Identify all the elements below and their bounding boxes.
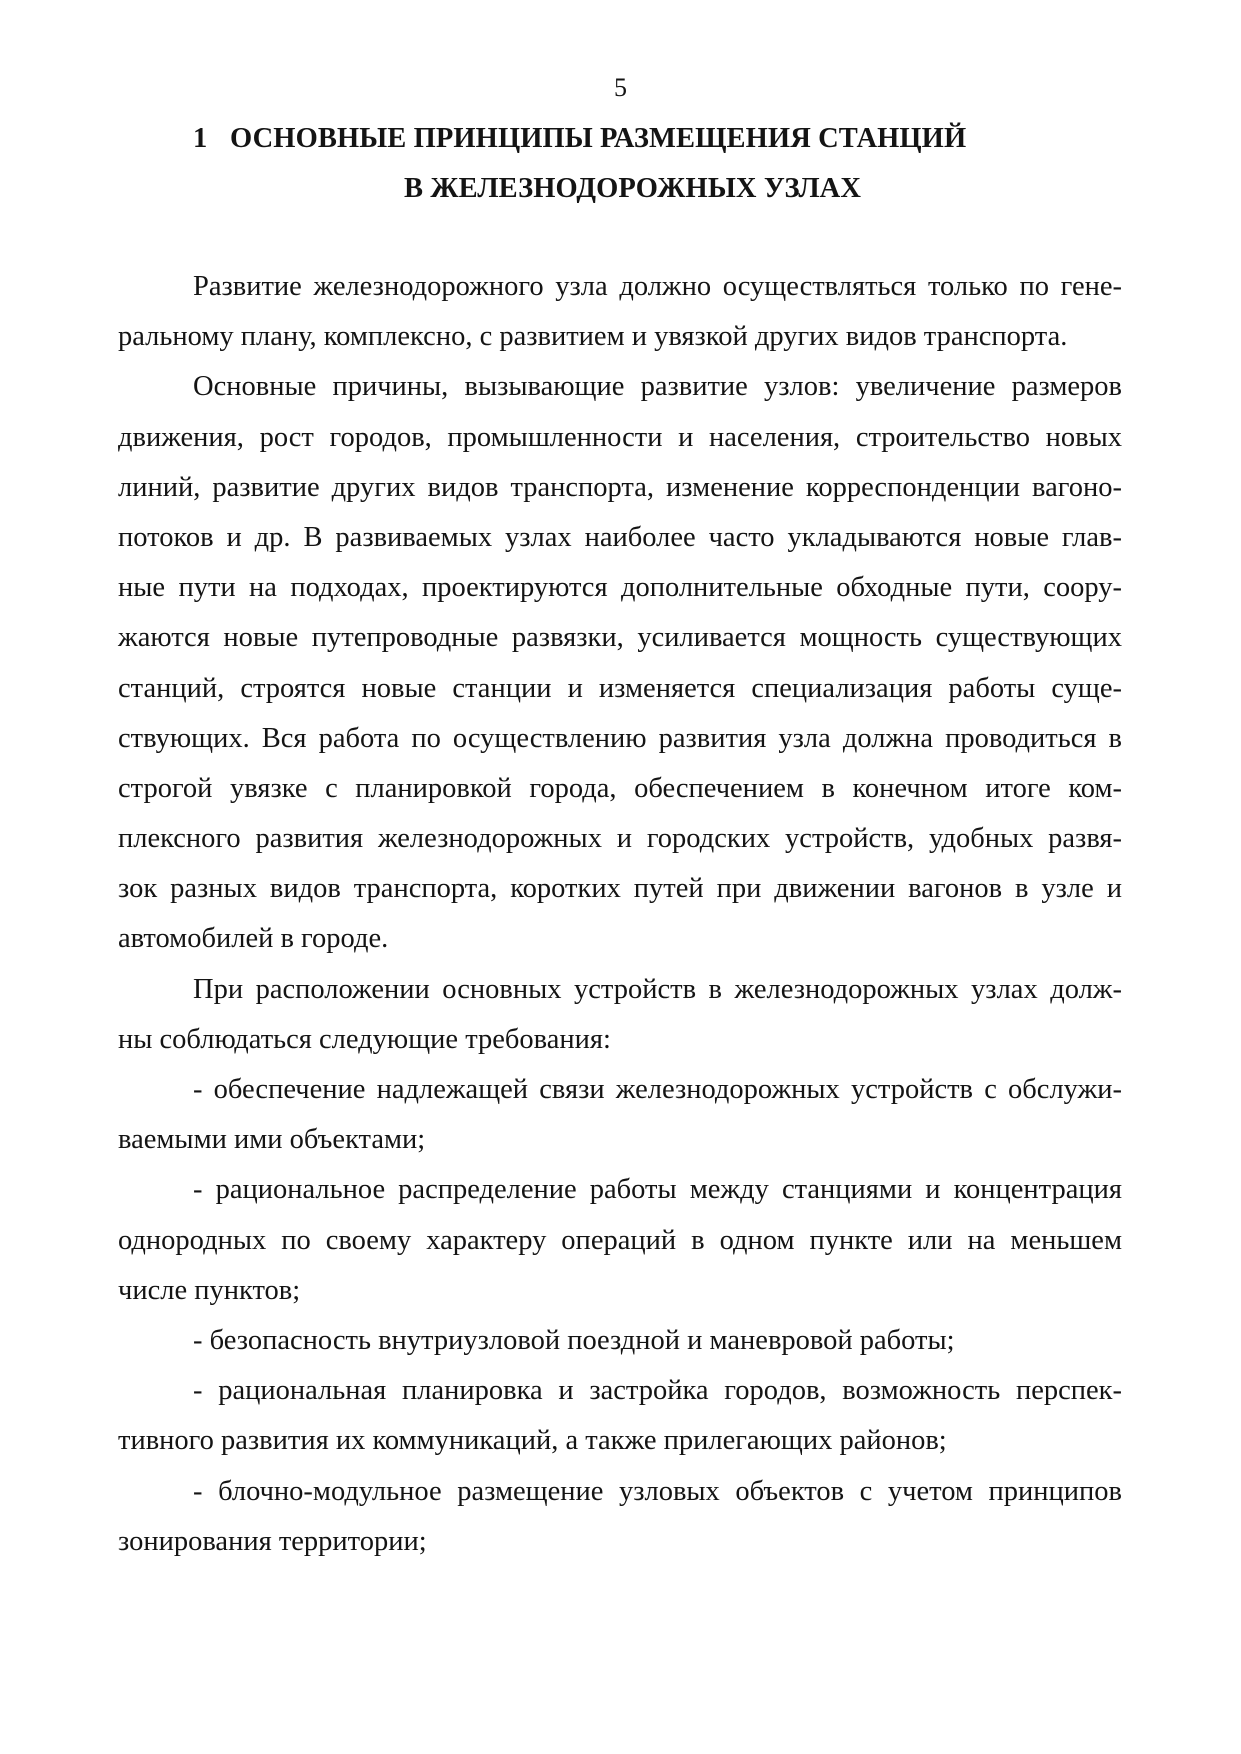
text-line: линий, развитие других видов транспорта, изменение корреспонденции вагоно- (118, 471, 1122, 503)
text-line: однородных по своему характеру операций в одном пункте или на меньшем (118, 1224, 1122, 1256)
text-line: ные пути на подходах, проектируются дополнительные обходные пути, соору- (118, 572, 1122, 604)
section-heading-line-1 (193, 114, 1133, 164)
text-line: - блочно-модульное размещение узловых объектов с учетом принципов (193, 1475, 1122, 1507)
paragraph-causes (118, 362, 1122, 964)
text-line: - рациональная планировка и застройка городов, возможность перспек- (193, 1375, 1122, 1407)
text-line: Развитие железнодорожного узла должно осуществляться только по гене- (193, 271, 1122, 302)
section-heading (193, 114, 1133, 214)
section-title-line-2: В ЖЕЛЕЗНОДОРОЖНЫХ УЗЛАХ (404, 173, 862, 204)
text-line: - безопасность внутриузловой поездной и маневровой работы; (193, 1324, 955, 1356)
text-line: потоков и др. В развиваемых узлах наиболее часто укладываются новые глав- (118, 521, 1122, 553)
text-line: ральному плану, комплексно, с развитием и увязкой других видов транспорта. (118, 321, 1068, 353)
section-title-line-1: ОСНОВНЫЕ ПРИНЦИПЫ РАЗМЕЩЕНИЯ СТАНЦИЙ (230, 123, 967, 154)
text-line: - рациональное распределение работы между станциями и концентрация (193, 1174, 1122, 1206)
text-line: плексного развития железнодорожных и городских устройств, удобных развя- (118, 823, 1122, 855)
text-line: ваемыми ими объектами; (118, 1124, 426, 1156)
text-line: Основные причины, вызывающие развитие узлов: увеличение размеров (193, 371, 1122, 403)
text-line: станций, строятся новые станции и изменяется специализация работы суще- (118, 672, 1122, 704)
body-text (118, 262, 1122, 1567)
text-line: движения, рост городов, промышленности и населения, строительство новых (118, 421, 1122, 453)
text-line: автомобилей в городе. (118, 923, 389, 955)
text-line: зонирования территории; (118, 1525, 427, 1557)
section-number: 1 (193, 123, 208, 154)
list-item-requirement-5 (118, 1467, 1122, 1567)
text-line: числе пунктов; (118, 1274, 301, 1306)
text-line: тивного развития их коммуникаций, а также прилегающих районов; (118, 1425, 947, 1457)
text-line: зок разных видов транспорта, коротких путей при движении вагонов в узле и (118, 873, 1122, 905)
text-line: - обеспечение надлежащей связи железнодорожных устройств с обслужи- (193, 1074, 1122, 1105)
text-line: ствующих. Вся работа по осуществлению развития узла должна проводиться в (118, 722, 1122, 754)
list-item-requirement-1 (118, 1065, 1122, 1165)
text-line: жаются новые путепроводные развязки, усиливается мощность существующих (118, 622, 1122, 654)
page-number: 5 (614, 73, 627, 102)
text-line: строгой увязке с планировкой города, обеспечением в конечном итоге ком- (118, 772, 1122, 804)
list-item-requirement-2 (118, 1165, 1122, 1316)
paragraph-requirements-intro (118, 965, 1122, 1065)
list-item-requirement-3 (118, 1316, 1122, 1366)
text-line: ны соблюдаться следующие требования: (118, 1023, 611, 1055)
list-item-requirement-4 (118, 1366, 1122, 1466)
paragraph-intro (118, 262, 1122, 362)
text-line: При расположении основных устройств в железнодорожных узлах долж- (193, 973, 1122, 1005)
